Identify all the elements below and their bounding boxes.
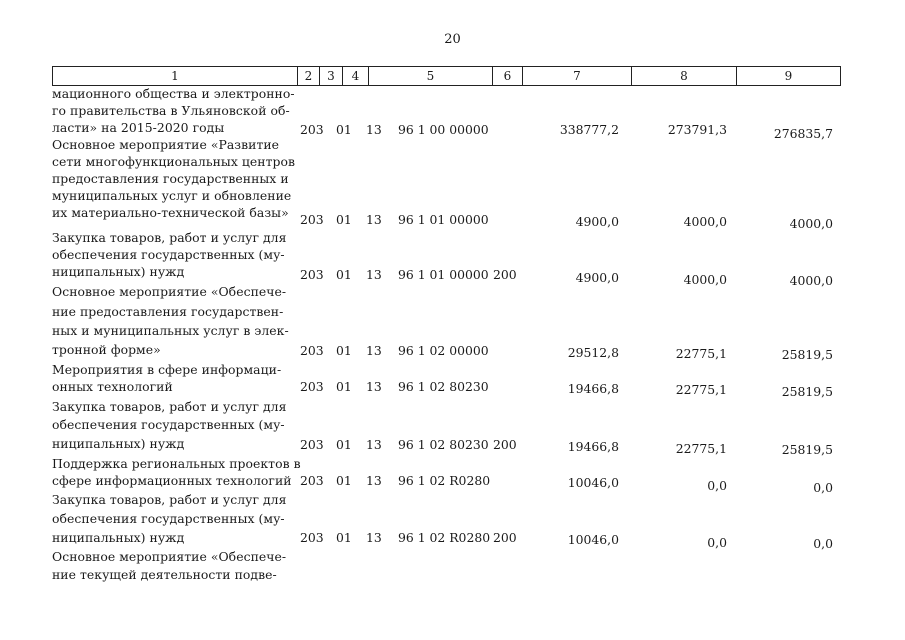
- cell-col-9: 25819,5: [781, 384, 833, 399]
- text-line: муниципальных услуг и обновление: [52, 188, 292, 203]
- text-line: ниципальных) нужд: [52, 264, 185, 279]
- text-line: ние предоставления государствен-: [52, 304, 284, 319]
- text-line: ласти» на 2015-2020 годы: [52, 120, 225, 135]
- cell-col-5: 96 1 02 R0280: [398, 530, 491, 545]
- cell-col-2: 203: [300, 267, 324, 282]
- text-line: Закупка товаров, работ и услуг для: [52, 492, 287, 507]
- header-col-9: 9: [784, 69, 793, 83]
- text-line: Закупка товаров, работ и услуг для: [52, 230, 287, 245]
- text-line: Мероприятия в сфере информаци-: [52, 362, 282, 377]
- text-line: ниципальных) нужд: [52, 530, 185, 545]
- text-line: тронной форме»: [52, 342, 161, 357]
- cell-col-7: 29512,8: [567, 345, 619, 360]
- cell-col-7: 10046,0: [567, 475, 619, 490]
- cell-col-8: 22775,1: [675, 441, 727, 456]
- text-line: обеспечения государственных (му-: [52, 247, 285, 262]
- text-line: предоставления государственных и: [52, 171, 289, 186]
- text-line: го правительства в Ульяновской об-: [52, 103, 290, 118]
- header-col-3: 3: [320, 67, 343, 85]
- text-line: Закупка товаров, работ и услуг для: [52, 399, 287, 414]
- cell-col-4: 13: [366, 267, 382, 282]
- text-line: онных технологий: [52, 379, 173, 394]
- cell-col-9: 276835,7: [773, 126, 833, 141]
- cell-col-4: 13: [366, 379, 382, 394]
- cell-col-3: 01: [336, 122, 352, 137]
- cell-col-5: 96 1 01 00000: [398, 212, 489, 227]
- table-header: [52, 66, 841, 86]
- cell-col-5: 96 1 01 00000: [398, 267, 489, 282]
- cell-col-9: 25819,5: [781, 442, 833, 457]
- header-col-7: 7: [523, 67, 632, 85]
- cell-col-5: 96 1 02 80230: [398, 437, 489, 452]
- cell-col-9: 0,0: [813, 480, 833, 495]
- cell-col-3: 01: [336, 343, 352, 358]
- text-line: сети многофункциональных центров: [52, 154, 295, 169]
- cell-col-3: 01: [336, 212, 352, 227]
- cell-col-5: 96 1 02 80230: [398, 379, 489, 394]
- text-line: Основное мероприятие «Обеспече-: [52, 284, 287, 299]
- cell-col-5: 96 1 00 00000: [398, 122, 489, 137]
- text-line: мационного общества и электронно-: [52, 86, 295, 101]
- cell-col-4: 13: [366, 122, 382, 137]
- text-line: обеспечения государственных (му-: [52, 417, 285, 432]
- cell-col-2: 203: [300, 530, 324, 545]
- text-line: их материально-технической базы»: [52, 205, 289, 220]
- text-line: сфере информационных технологий: [52, 473, 292, 488]
- cell-col-3: 01: [336, 267, 352, 282]
- header-col-1: 1: [53, 67, 298, 85]
- cell-col-5: 96 1 02 R0280: [398, 473, 491, 488]
- cell-col-9: 4000,0: [789, 216, 833, 231]
- header-col-6: 6: [493, 67, 523, 85]
- cell-col-7: 19466,8: [567, 381, 619, 396]
- header-col-5: 5: [369, 67, 493, 85]
- header-col-2: 2: [298, 67, 320, 85]
- cell-col-2: 203: [300, 379, 324, 394]
- cell-col-7: 338777,2: [559, 122, 619, 137]
- cell-col-2: 203: [300, 122, 324, 137]
- cell-col-8: 0,0: [707, 535, 727, 550]
- cell-col-2: 203: [300, 473, 324, 488]
- cell-col-9: 4000,0: [789, 273, 833, 288]
- cell-col-6: 200: [493, 437, 517, 452]
- cell-col-8: 4000,0: [683, 214, 727, 229]
- cell-col-6: 200: [493, 530, 517, 545]
- header-col-4: 4: [343, 67, 369, 85]
- cell-col-8: 273791,3: [667, 122, 727, 137]
- cell-col-3: 01: [336, 530, 352, 545]
- text-line: Основное мероприятие «Развитие: [52, 137, 280, 152]
- cell-col-4: 13: [366, 212, 382, 227]
- cell-col-6: 200: [493, 267, 517, 282]
- cell-col-2: 203: [300, 212, 324, 227]
- cell-col-4: 13: [366, 437, 382, 452]
- cell-col-3: 01: [336, 379, 352, 394]
- cell-col-2: 203: [300, 437, 324, 452]
- cell-col-7: 4900,0: [575, 270, 619, 285]
- cell-col-4: 13: [366, 343, 382, 358]
- text-line: ние текущей деятельности подве-: [52, 567, 277, 582]
- cell-col-8: 22775,1: [675, 346, 727, 361]
- text-line: ниципальных) нужд: [52, 436, 185, 451]
- cell-col-9: 25819,5: [781, 347, 833, 362]
- text-line: Основное мероприятие «Обеспече-: [52, 549, 287, 564]
- cell-col-7: 10046,0: [567, 532, 619, 547]
- cell-col-4: 13: [366, 530, 382, 545]
- text-line: Поддержка региональных проектов в: [52, 456, 301, 471]
- cell-col-3: 01: [336, 437, 352, 452]
- cell-col-3: 01: [336, 473, 352, 488]
- cell-col-7: 19466,8: [567, 439, 619, 454]
- cell-col-9: 0,0: [813, 536, 833, 551]
- text-line: обеспечения государственных (му-: [52, 511, 285, 526]
- page-number: 20: [444, 32, 461, 47]
- cell-col-5: 96 1 02 00000: [398, 343, 489, 358]
- cell-col-8: 22775,1: [675, 382, 727, 397]
- text-line: ных и муниципальных услуг в элек-: [52, 323, 289, 338]
- cell-col-8: 0,0: [707, 478, 727, 493]
- cell-col-2: 203: [300, 343, 324, 358]
- cell-col-4: 13: [366, 473, 382, 488]
- cell-col-8: 4000,0: [683, 272, 727, 287]
- cell-col-7: 4900,0: [575, 214, 619, 229]
- header-col-8: 8: [632, 67, 737, 85]
